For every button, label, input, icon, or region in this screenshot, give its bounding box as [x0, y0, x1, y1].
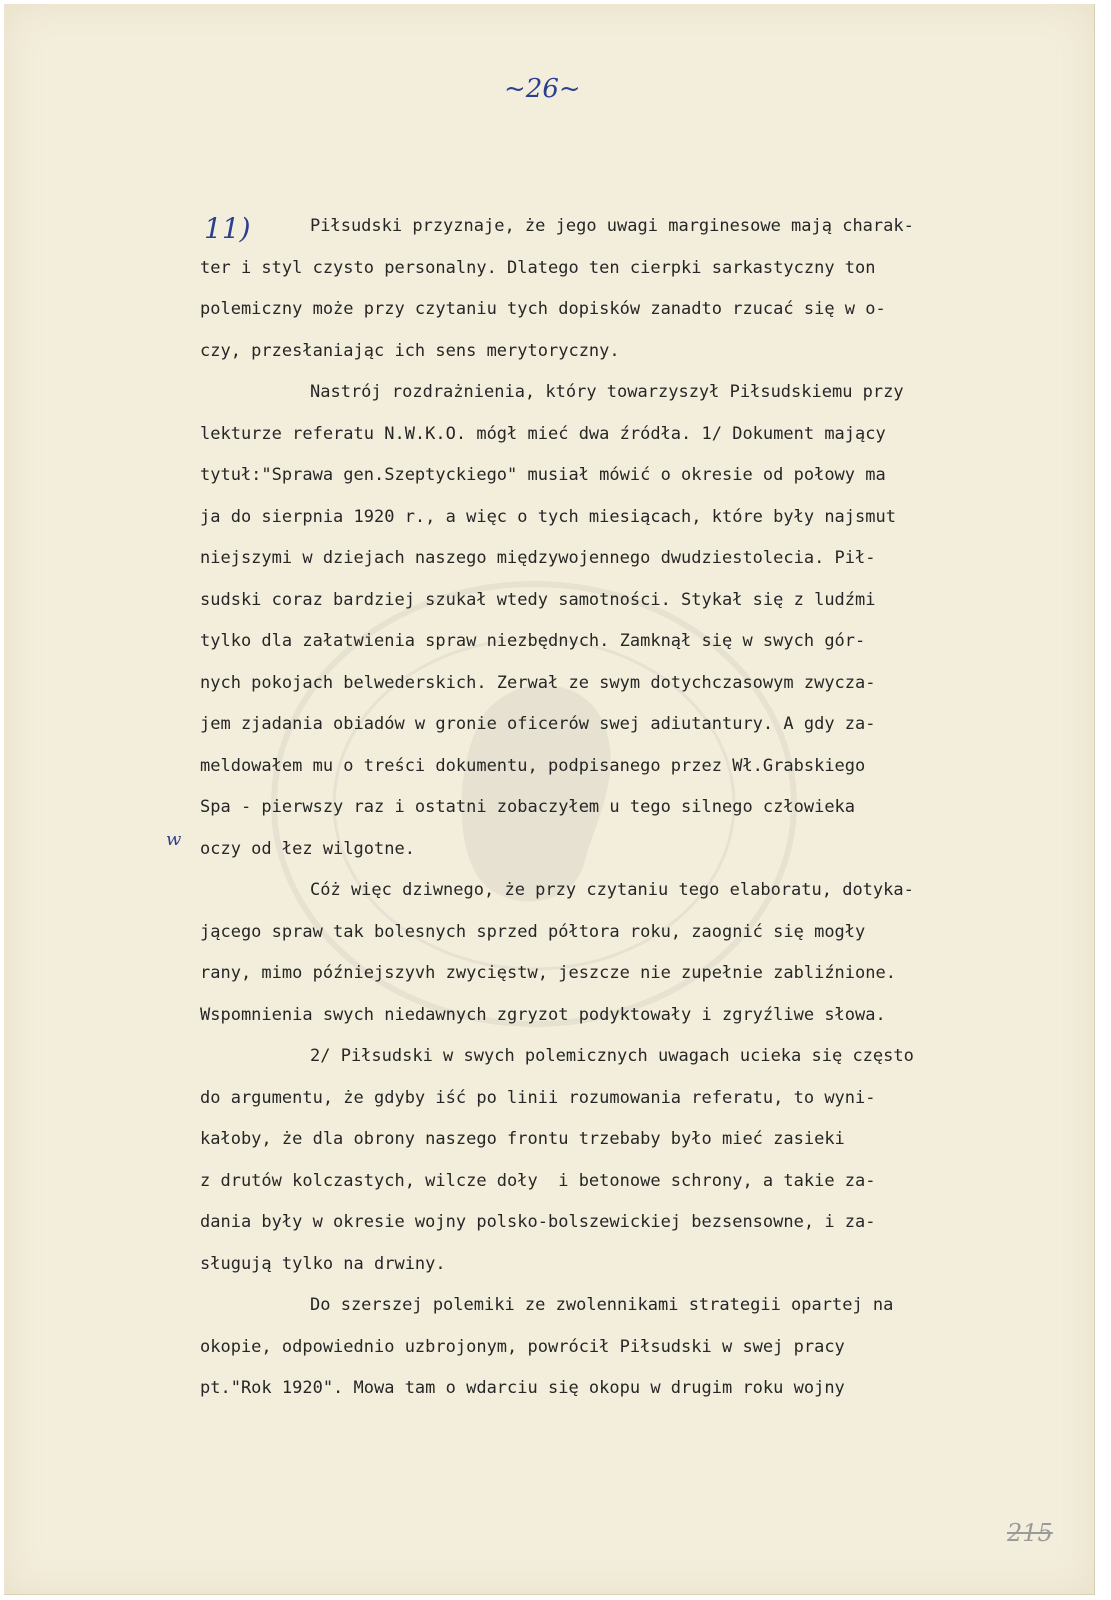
- text-line: Wspomnienia swych niedawnych zgryzot podyktowały i zgryźliwe słowa.: [200, 1004, 886, 1025]
- text-line: jącego spraw tak bolesnych sprzed półtora roku, zaognić się mogły: [200, 921, 866, 942]
- text-line: sługują tylko na drwiny.: [200, 1253, 446, 1274]
- text-line: ter i styl czysto personalny. Dlatego ten cierpki sarkastyczny ton: [200, 257, 876, 278]
- text-line: do argumentu, że gdyby iść po linii rozumowania referatu, to wyni-: [200, 1087, 876, 1108]
- text-line: Do szerszej polemiki ze zwolennikami strategii opartej na: [310, 1295, 894, 1315]
- text-line: 2/ Piłsudski w swych polemicznych uwagach ucieka się często: [310, 1046, 914, 1066]
- text-line: pt."Rok 1920". Mowa tam o wdarciu się okopu w drugim roku wojny: [200, 1378, 845, 1398]
- page-number: ~26~: [504, 74, 581, 104]
- text-line: niejszymi w dziejach naszego międzywojennego dwudziestolecia. Pił-: [200, 548, 876, 568]
- text-line: tytuł:"Sprawa gen.Szeptyckiego" musiał mówić o okresie od połowy ma: [200, 465, 886, 485]
- margin-note-number: 11): [204, 212, 251, 245]
- margin-note-mark: w: [166, 829, 182, 850]
- text-line: rany, mimo późniejszyvh zwycięstw, jeszcze nie zupełnie zabliźnione.: [200, 963, 896, 983]
- text-line: nych pokojach belwederskich. Zerwał ze swym dotychczasowym zwycza-: [200, 672, 876, 693]
- text-line: jem zjadania obiadów w gronie oficerów swej adiutantury. A gdy za-: [200, 714, 876, 734]
- typed-text: [200, 206, 1080, 1410]
- document-page: [4, 4, 1095, 1595]
- archive-number: 215: [1007, 1519, 1053, 1547]
- text-line: sudski coraz bardziej szukał wtedy samotności. Stykał się z ludźmi: [200, 589, 876, 610]
- text-line: Cóż więc dziwnego, że przy czytaniu tego elaboratu, dotyka-: [310, 880, 914, 900]
- text-line: czy, przesłaniając ich sens merytoryczny.: [200, 340, 620, 361]
- text-line: polemiczny może przy czytaniu tych dopisków zanadto rzucać się w o-: [200, 299, 886, 319]
- text-line: z drutów kolczastych, wilcze doły i betonowe schrony, a takie za-: [200, 1170, 876, 1191]
- text-line: Nastrój rozdrażnienia, który towarzyszył Piłsudskiemu przy: [310, 382, 904, 402]
- text-line: kałoby, że dla obrony naszego frontu trzebaby było mieć zasieki: [200, 1129, 845, 1149]
- text-line: dania były w okresie wojny polsko-bolszewickiej bezsensowne, i za-: [200, 1212, 876, 1232]
- text-line: meldowałem mu o treści dokumentu, podpisanego przez Wł.Grabskiego: [200, 755, 866, 776]
- text-line: okopie, odpowiednio uzbrojonym, powrócił Piłsudski w swej pracy: [200, 1336, 845, 1357]
- text-line: lekturze referatu N.W.K.O. mógł mieć dwa źródła. 1/ Dokument mający: [200, 423, 886, 444]
- text-line: tylko dla załatwienia spraw niezbędnych. Zamknął się w swych gór-: [200, 631, 866, 651]
- text-line: oczy od łez wilgotne.: [200, 838, 415, 859]
- text-line: ja do sierpnia 1920 r., a więc o tych miesiącach, które były najsmut: [200, 506, 896, 527]
- text-line: Spa - pierwszy raz i ostatni zobaczyłem u tego silnego człowieka: [200, 797, 856, 817]
- text-line: Piłsudski przyznaje, że jego uwagi marginesowe mają charak-: [310, 216, 914, 236]
